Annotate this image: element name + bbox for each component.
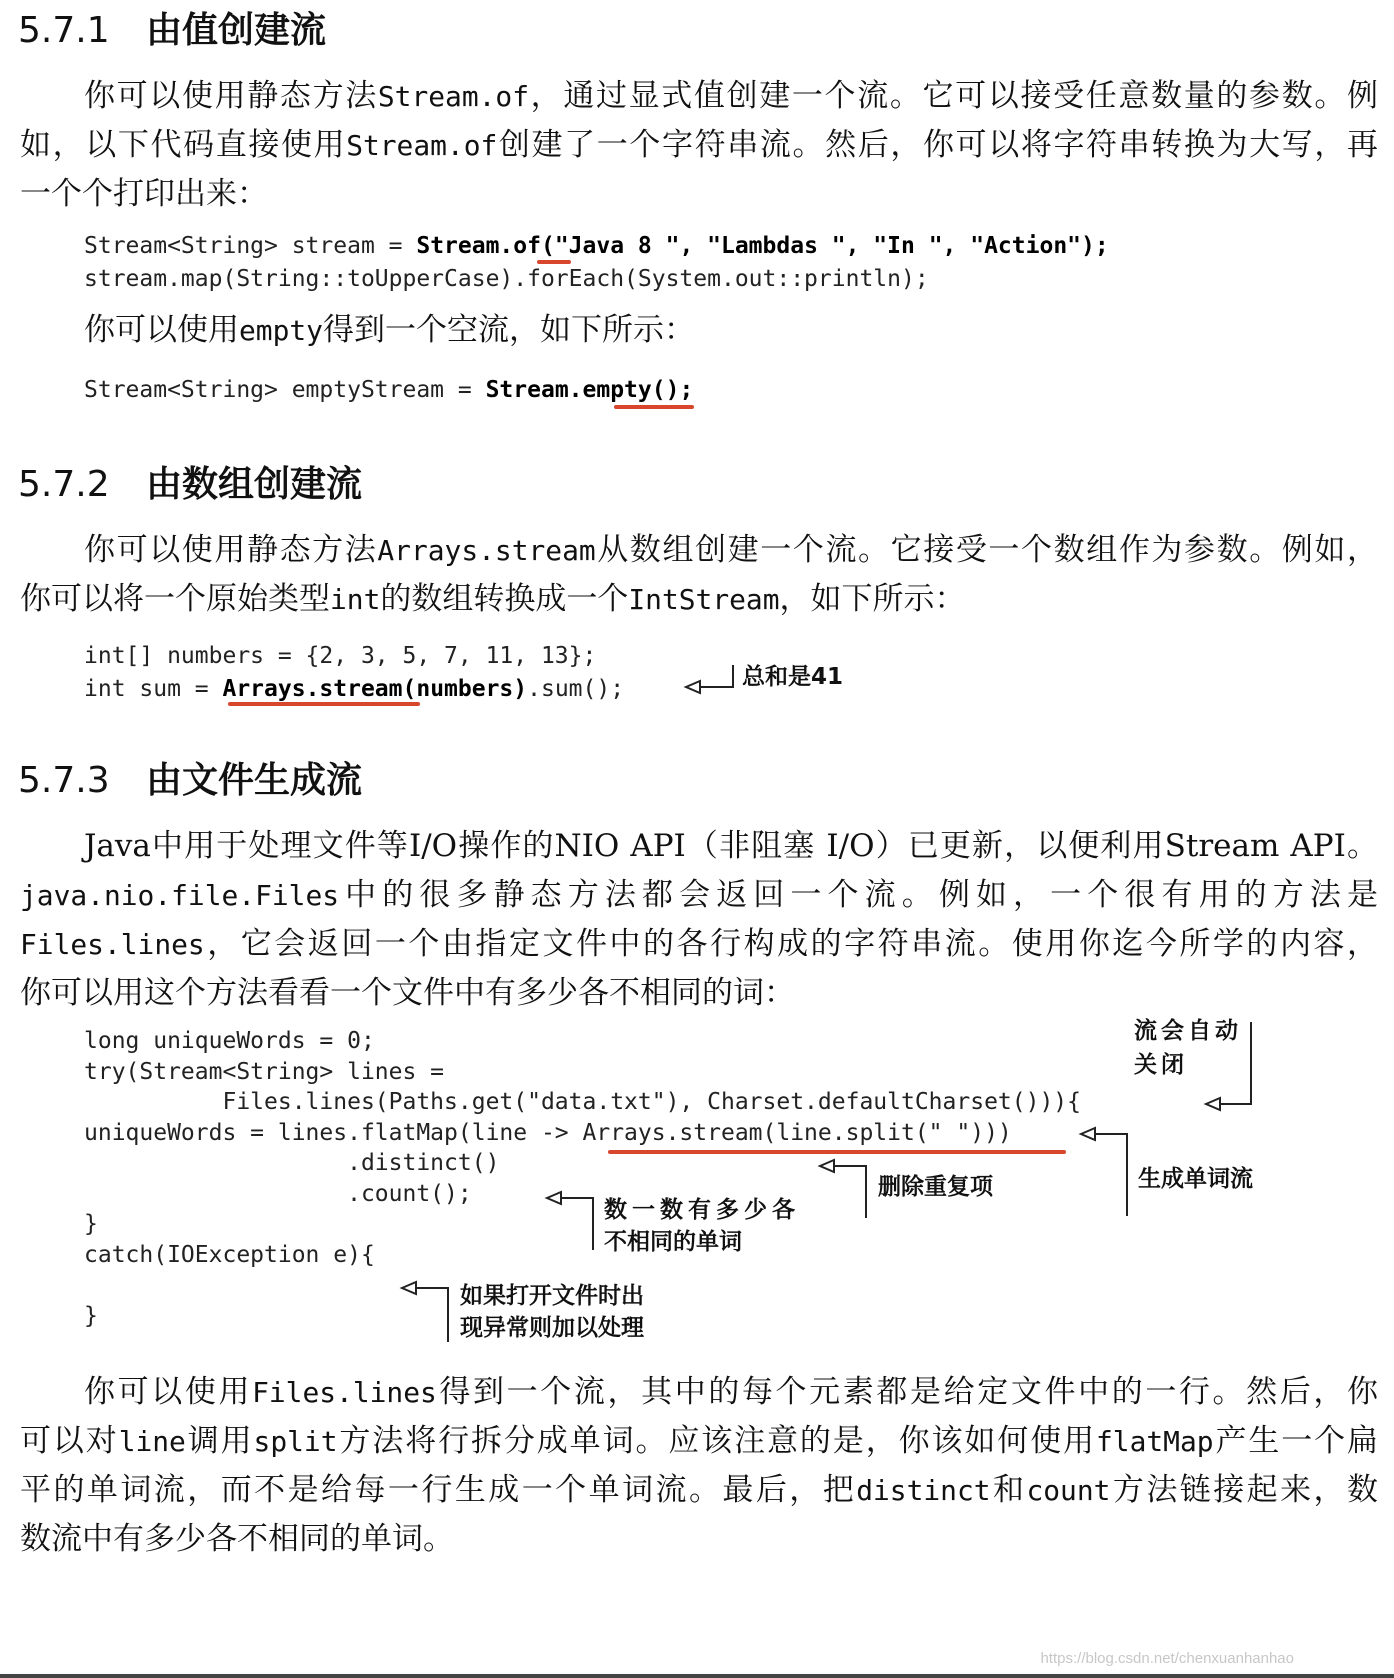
text-run: 你可以使用静态方法 [84,78,378,114]
annotation-line: 不相同的单词 [604,1229,742,1255]
section-heading-5-7-1 [18,2,326,53]
annotation-line: 流会自动 [1134,1018,1242,1044]
code-bold: Arrays.stream(numbers) [222,676,528,702]
inline-code: int [330,583,381,616]
annotation-auto-close [1134,1014,1242,1082]
code-line: .count(); [84,1180,472,1207]
annotation-word-stream: 生成单词流 [1138,1166,1253,1192]
text-line [20,1417,1378,1466]
code-line: Files.lines(Paths.get("data.txt"), Charset.defaultCharset())){ [84,1089,1081,1115]
arrow-word-stream [1095,1134,1127,1216]
inline-code: Arrays.stream [377,534,596,567]
text-line [20,871,1378,920]
text-run: 中的很多静态方法都会返回一个流。例如，一个很有用的方法是 [339,877,1378,913]
inline-code: java.nio.file.Files [20,879,340,912]
text-line: Java中用于处理文件等I/O操作的NIO API（非阻塞 I/O）已更新，以便利用Stream API。 [84,828,1378,864]
text-run: 一个个打印出来： [20,176,268,212]
inline-code: line [118,1425,186,1458]
text-run: 数流中有多少各不相同的单词。 [20,1521,454,1557]
section-number: 5.7.2 [18,464,110,505]
text-line [20,1466,1378,1515]
text-run: ，如下所示： [779,581,966,617]
text-line [20,920,1378,969]
code-bold: Stream.of("Java 8 ", "Lambdas ", "In ", "Action"); [416,233,1109,259]
paragraph-explanation [20,1368,1378,1564]
text-run: 方法链接起来，数 [1110,1472,1379,1508]
inline-code: Files.lines [20,928,205,961]
watermark: https://blog.csdn.net/chenxuanhanhao [1040,1650,1294,1667]
paragraph-arrays-stream [20,526,1378,624]
section-title: 由文件生成流 [146,760,363,801]
red-underline-empty [614,405,694,409]
code-bold: Stream.empty(); [485,377,694,403]
inline-code: count [1026,1474,1111,1507]
code-block-stream-of [84,230,1109,296]
text-line [20,170,1378,219]
code-line: catch(IOException e){ [84,1241,375,1268]
text-line [20,526,1378,575]
text-run: 得到一个空流，如下所示： [322,312,695,348]
text-run: 方法将行拆分成单词。应该注意的是，你该如何使用 [337,1423,1096,1459]
inline-code: Stream.of [377,80,530,113]
code-line: long uniqueWords = 0; [84,1028,375,1054]
paragraph-empty [20,306,1378,355]
bottom-border [0,1674,1394,1678]
red-underline-arrays-stream [228,702,420,706]
text-line: 你可以用这个方法看看一个文件中有多少各不相同的词： [20,975,795,1011]
section-title: 由数组创建流 [146,464,363,505]
text-run: 调用 [185,1423,254,1459]
inline-code: Stream.of [346,129,498,162]
code-text: Stream<String> stream = [84,233,417,259]
annotation-line: 现异常则加以处理 [460,1315,644,1341]
code-line: uniqueWords = lines.flatMap(line -> Arrays.stream(line.split(" "))) [84,1119,1012,1146]
inline-code: empty [239,314,323,347]
code-line: .distinct() [84,1150,500,1176]
section-heading-5-7-3 [18,752,362,803]
code-line: try(Stream<String> lines = [84,1058,445,1085]
code-line: } [84,1211,98,1237]
section-number: 5.7.3 [18,760,110,801]
annotation-line: 数一数有多少各 [604,1197,800,1223]
text-line [20,121,1378,170]
text-run: ，它会返回一个由指定文件中的各行构成的字符串流。使用你迄今所学的内容， [204,926,1378,962]
code-text: stream.map(String::toUpperCase).forEach(System.out::println); [84,266,929,292]
text-run: 如，以下代码直接使用 [20,127,347,163]
inline-code: split [253,1425,338,1458]
annotation-count [604,1194,800,1258]
text-run: 产生一个扁 [1213,1423,1379,1459]
code-block-empty [84,374,693,407]
text-line [20,1368,1378,1417]
code-text: .sum(); [527,676,625,702]
section-heading-5-7-2 [18,456,362,507]
text-run: 得到一个流，其中的每个元素都是给定文件中的一行。然后，你 [436,1374,1379,1410]
arrow-sum [698,665,733,687]
text-line [20,575,1378,624]
code-text: int[] numbers = {2, 3, 5, 7, 11, 13}; [84,643,597,669]
text-run: 的数组转换成一个 [380,581,629,617]
text-run: ，通过显式值创建一个流。它可以接受任意数量的参数。例 [529,78,1379,114]
inline-code: flatMap [1096,1425,1214,1458]
red-underline-arrays-stream-split [608,1150,1066,1154]
section-title: 由值创建流 [146,10,327,51]
section-number: 5.7.1 [18,10,110,51]
text-run: 你可以使用 [84,1374,253,1410]
text-line [20,1515,1378,1564]
text-run: 平的单词流，而不是给每一行生成一个单词流。最后，把 [20,1472,857,1508]
annotation-line: 关闭 [1134,1052,1188,1078]
code-block-arrays [84,640,624,706]
annotation-exception [460,1280,644,1344]
code-text: Stream<String> emptyStream = [84,377,486,403]
code-text: int sum = [84,676,223,702]
code-line: } [84,1302,98,1329]
text-run: 和 [990,1472,1027,1508]
red-underline-of [537,260,571,264]
inline-code: IntStream [628,583,780,616]
text-line [20,306,1378,355]
annotation-sum: 总和是41 [742,664,844,690]
annotation-line: 如果打开文件时出 [460,1283,644,1309]
inline-code: distinct [856,1474,991,1507]
text-line [20,72,1378,121]
text-run: 你可以使用静态方法 [84,532,378,568]
paragraph-stream-of [20,72,1378,219]
text-run: 创建了一个字符串流。然后，你可以将字符串转换为大写，再 [497,127,1379,163]
paragraph-files-lines [20,822,1378,1018]
text-run: 你可以将一个原始类型 [20,581,330,617]
text-run: 可以对 [20,1423,119,1459]
text-run: 从数组创建一个流。它接受一个数组作为参数。例如， [595,532,1378,568]
text-run: 你可以使用 [84,312,239,348]
inline-code: Files.lines [252,1376,437,1409]
annotation-distinct: 删除重复项 [878,1174,993,1200]
